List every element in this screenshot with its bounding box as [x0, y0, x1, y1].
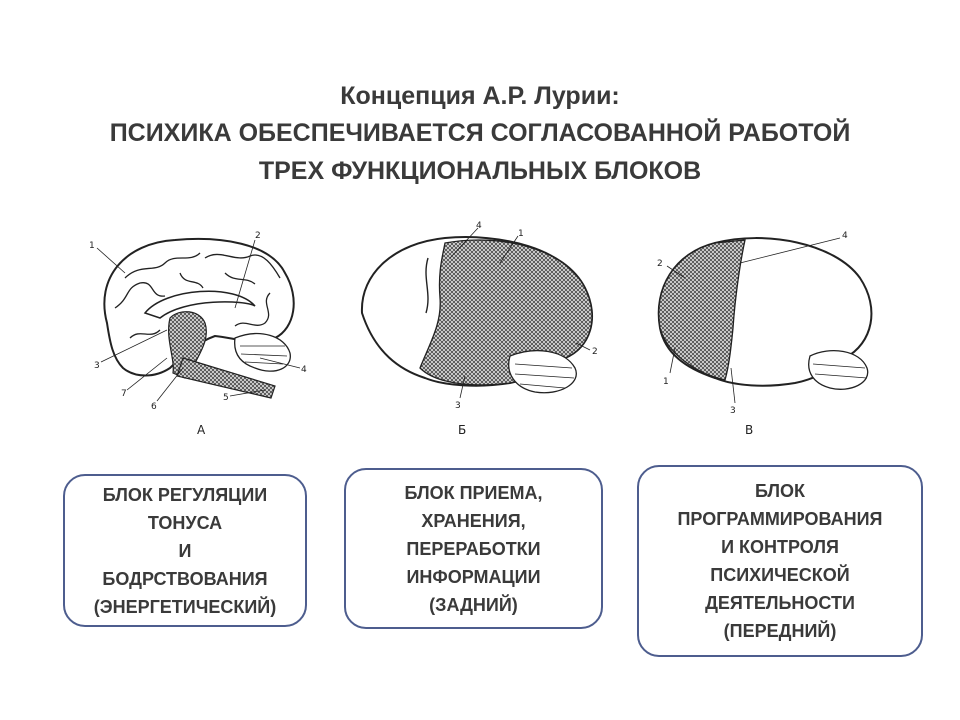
figure-a-medial-brain [85, 218, 325, 437]
block-energy-line-1: БЛОК РЕГУЛЯЦИИ [102, 484, 268, 505]
figure-c-letter: В [745, 423, 754, 437]
fig-c-label-3: 3 [730, 406, 736, 416]
fig-a-label-6: 6 [151, 402, 157, 412]
block-frontal-line-2: ПРОГРАММИРОВАНИЯ [677, 509, 883, 529]
block-frontal-line-6: (ПЕРЕДНИЙ) [723, 621, 837, 641]
title-line-3: ТРЕХ ФУНКЦИОНАЛЬНЫХ БЛОКОВ [258, 157, 702, 185]
block-frontal-line-3: И КОНТРОЛЯ [721, 537, 839, 557]
fig-c-label-1: 1 [663, 377, 669, 387]
fig-b-label-1: 1 [518, 229, 524, 239]
fig-a-label-7: 7 [121, 389, 127, 399]
title-line-1: Концепция А.Р. Лурии: [340, 82, 620, 110]
slide-title [0, 78, 960, 190]
fig-a-label-5: 5 [223, 393, 229, 403]
block-frontal-line-4: ПСИХИЧЕСКОЙ [710, 565, 850, 585]
block-energy [63, 474, 307, 627]
block-posterior [344, 468, 603, 629]
fig-b-label-4: 4 [476, 221, 482, 231]
block-posterior-line-4: ИНФОРМАЦИИ [406, 566, 541, 587]
fig-b-label-2: 2 [592, 347, 598, 357]
block-posterior-line-2: ХРАНЕНИЯ, [421, 510, 526, 531]
figure-a-letter: А [197, 423, 206, 437]
block-frontal-line-1: БЛОК [754, 481, 806, 501]
fig-a-label-3: 3 [94, 361, 100, 371]
title-line-2: ПСИХИКА ОБЕСПЕЧИВАЕТСЯ СОГЛАСОВАННОЙ РАБОТОЙ [109, 119, 851, 147]
fig-a-label-2: 2 [255, 231, 261, 241]
fig-a-label-4: 4 [301, 365, 307, 375]
block-energy-line-4: БОДРСТВОВАНИЯ [102, 568, 268, 589]
figure-b-lateral-posterior [350, 218, 610, 437]
block-posterior-line-3: ПЕРЕРАБОТКИ [406, 538, 541, 559]
block-energy-line-3: И [178, 540, 192, 561]
block-posterior-line-1: БЛОК ПРИЕМА, [404, 482, 543, 503]
block-posterior-line-5: (ЗАДНИЙ) [429, 594, 518, 615]
block-frontal [637, 465, 923, 657]
figure-b-letter: Б [458, 423, 467, 437]
block-frontal-line-5: ДЕЯТЕЛЬНОСТИ [705, 593, 855, 613]
block-energy-line-5: (ЭНЕРГЕТИЧЕСКИЙ) [93, 596, 277, 617]
fig-b-label-3: 3 [455, 401, 461, 411]
fig-c-label-4: 4 [842, 231, 848, 241]
block-energy-line-2: ТОНУСА [147, 512, 223, 533]
fig-c-label-2: 2 [657, 259, 663, 269]
figure-c-lateral-frontal [645, 218, 875, 437]
fig-a-label-1: 1 [89, 241, 95, 251]
